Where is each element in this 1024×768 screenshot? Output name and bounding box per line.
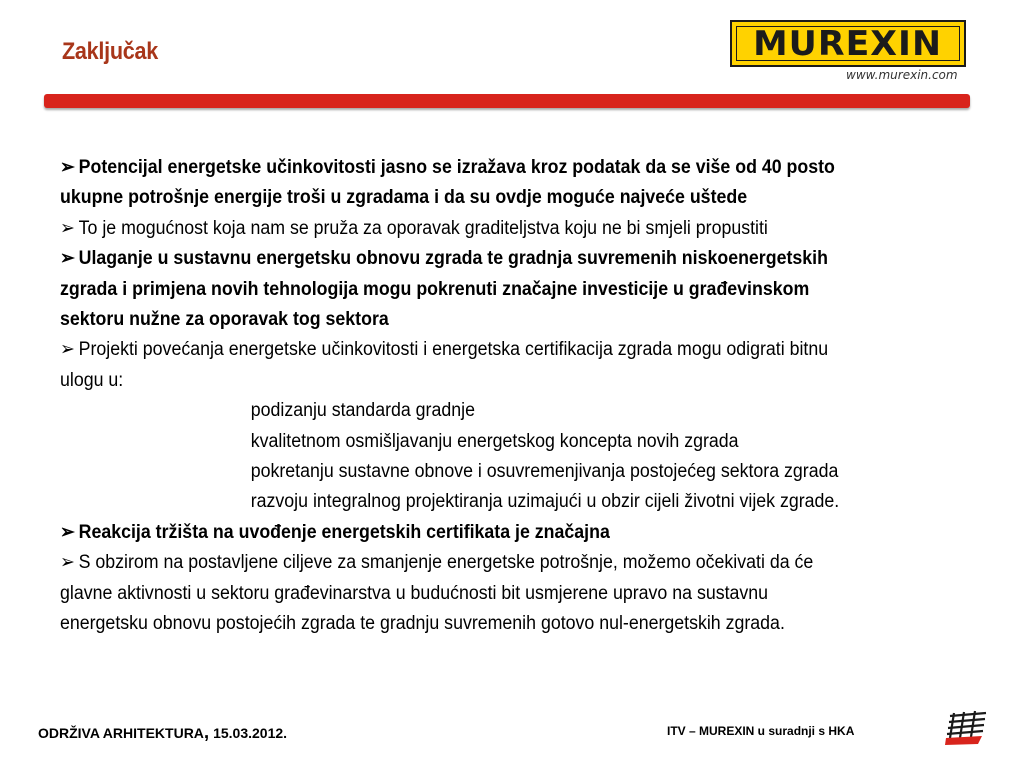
arrow-bullet-icon: ➢: [60, 248, 75, 270]
footer-organizer: ITV – MUREXIN u suradnji s HKA: [667, 724, 855, 738]
bullet-text: S obzirom na postavljene ciljeve za smanjenje energetske potrošnje, možemo očekivati da će: [78, 552, 814, 574]
bullet-line: [60, 305, 930, 335]
bullet-line: [60, 244, 930, 274]
bullet-text: sektoru nužne za oporavak tog sektora: [60, 309, 389, 331]
page-title: Zaključak: [62, 38, 159, 65]
bullet-line: [60, 335, 930, 365]
sub-item: pokretanju sustavne obnove i osuvremenjivanja postojećeg sektora zgrada: [250, 461, 839, 483]
hka-logo-icon: [944, 708, 990, 748]
sub-item: razvoju integralnog projektiranja uzimajući u obzir cijeli životni vijek zgrade.: [250, 491, 840, 513]
arrow-bullet-icon: ➢: [60, 521, 75, 543]
bullet-text: ukupne potrošnje energije troši u zgradama i da su ovdje moguće najveće uštede: [60, 187, 748, 209]
logo-url: www.murexin.com: [846, 68, 958, 82]
footer-comma: ,: [203, 722, 210, 743]
bullet-line: [60, 366, 930, 396]
bullet-line: [60, 609, 930, 639]
bullet-text: energetsku obnovu postojećih zgrada te gradnju suvremenih gotovo nul-energetskih zgrada.: [60, 613, 785, 635]
header-divider-bar: [44, 94, 970, 108]
bullet-line: [60, 183, 930, 213]
bullet-text: Projekti povećanja energetske učinkovitosti i energetska certifikacija zgrada mogu odigrati bitnu: [78, 339, 829, 361]
arrow-bullet-icon: ➢: [60, 217, 75, 239]
bullet-text: To je mogućnost koja nam se pruža za oporavak graditeljstva koju ne bi smjeli propustiti: [78, 217, 768, 239]
bullet-line: [60, 214, 930, 244]
bullet-line: [60, 579, 930, 609]
murexin-logo: [730, 20, 966, 67]
bullet-line: [60, 548, 930, 578]
bullet-line: [60, 518, 930, 548]
bullet-text: Potencijal energetske učinkovitosti jasno se izražava kroz podatak da se više od 40 posto: [78, 157, 835, 178]
sub-item: kvalitetnom osmišljavanju energetskog koncepta novih zgrada: [250, 430, 739, 452]
content-body: [60, 153, 990, 640]
bullet-text: ulogu u:: [60, 369, 124, 391]
arrow-bullet-icon: ➢: [60, 157, 75, 178]
bullet-text: Ulaganje u sustavnu energetsku obnovu zgrada te gradnja suvremenih niskoenergetskih: [78, 248, 828, 270]
logo-text: MUREXIN: [753, 23, 943, 64]
sub-item: podizanju standarda gradnje: [250, 400, 475, 422]
bullet-text: Reakcija tržišta na uvođenje energetskih certifikata je značajna: [78, 521, 610, 543]
bullet-line: [60, 275, 930, 305]
arrow-bullet-icon: ➢: [60, 339, 75, 361]
footer-date: 15.03.2012.: [213, 725, 288, 741]
arrow-bullet-icon: ➢: [60, 552, 75, 574]
bullet-text: glavne aktivnosti u sektoru građevinarstva u budućnosti bit usmjerene upravo na sustavnu: [60, 582, 769, 604]
footer-event-name: ODRŽIVA ARHITEKTURA: [38, 725, 204, 741]
bullet-line: [60, 153, 930, 183]
bullet-text: zgrada i primjena novih tehnologija mogu pokrenuti značajne investicije u građevinskom: [60, 278, 810, 300]
footer-event: [38, 722, 287, 744]
